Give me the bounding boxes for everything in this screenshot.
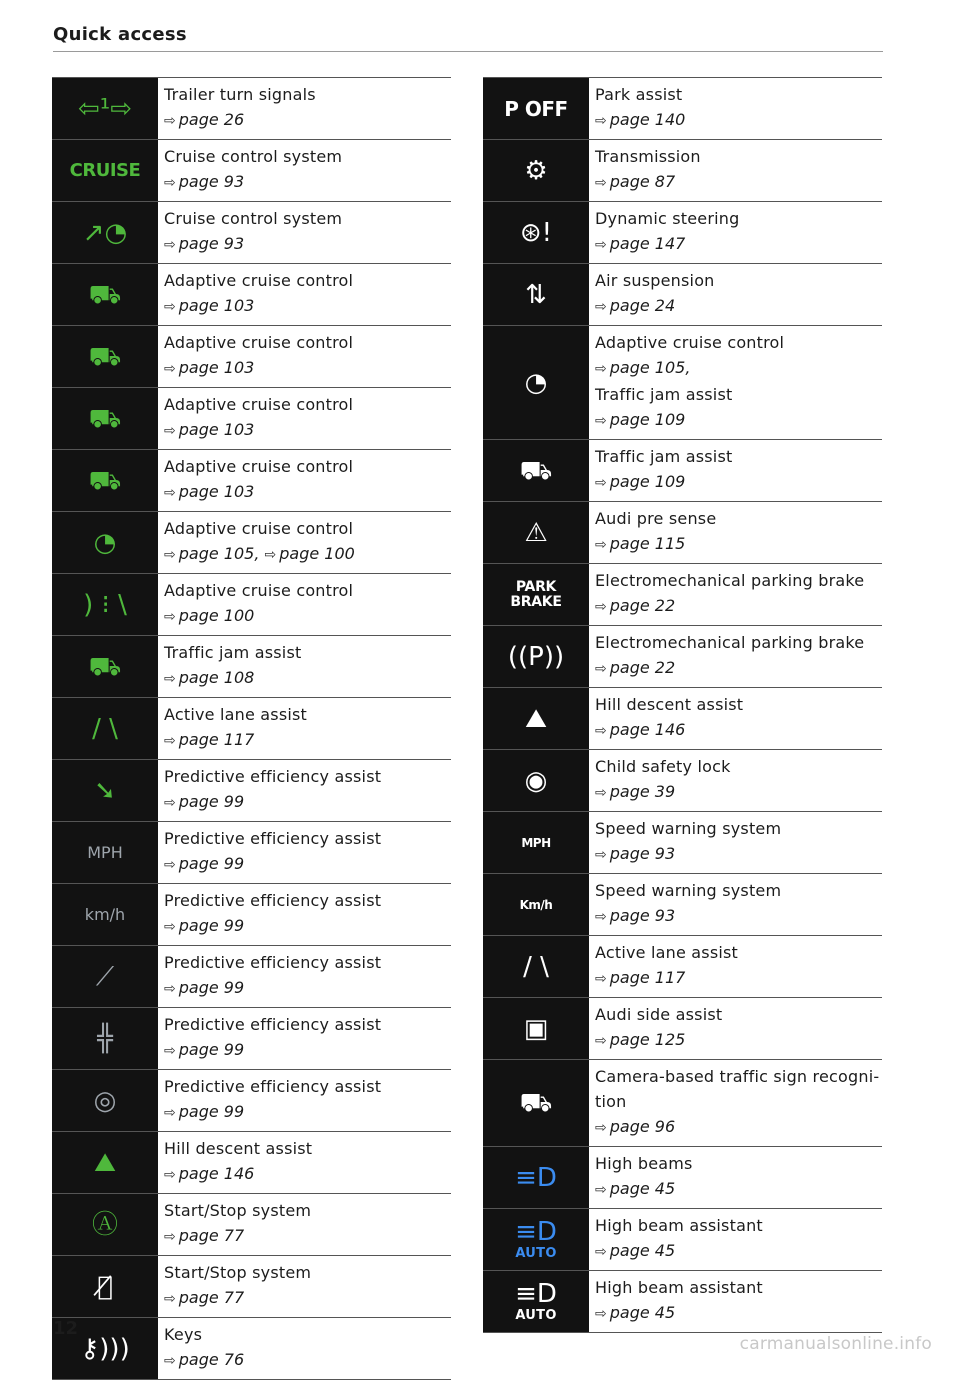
start-stop-off-icon: Ⓐ̸ bbox=[52, 1256, 158, 1317]
cruise-text-icon: CRUISE bbox=[52, 140, 158, 201]
arrow-right-icon: ⇨ bbox=[164, 671, 176, 687]
symbol-row bbox=[52, 1256, 451, 1318]
page-reference-link[interactable]: page 99 bbox=[178, 1102, 245, 1121]
page-reference[interactable] bbox=[595, 1114, 882, 1141]
page-reference-link[interactable]: page 108 bbox=[178, 668, 255, 687]
page-reference-link[interactable]: page 99 bbox=[178, 978, 245, 997]
feature-name: Park assist bbox=[595, 85, 683, 104]
arrow-right-icon: ⇨ bbox=[595, 1244, 607, 1260]
symbol-description bbox=[589, 140, 882, 201]
feature-name: Adaptive cruise control bbox=[595, 333, 785, 352]
page-reference-link[interactable]: page 103 bbox=[178, 358, 255, 377]
symbol-row bbox=[483, 1147, 882, 1209]
road-junction-icon: ➘ bbox=[52, 760, 158, 821]
feature-name: Transmission bbox=[595, 147, 701, 166]
page-reference-link[interactable]: page 77 bbox=[178, 1288, 245, 1307]
page-reference[interactable] bbox=[164, 789, 451, 816]
feature-name: High beams bbox=[595, 1154, 693, 1173]
arrow-right-icon: ⇨ bbox=[164, 919, 176, 935]
page-reference-link[interactable]: page 100 bbox=[279, 544, 355, 563]
page-reference-link[interactable]: page 45 bbox=[609, 1241, 676, 1260]
key-signal-icon: ⚷))) bbox=[52, 1318, 158, 1379]
dynamic-steering-icon: ⊛! bbox=[483, 202, 589, 263]
arrow-right-icon: ⇨ bbox=[595, 723, 607, 739]
symbol-description bbox=[158, 574, 451, 635]
symbol-description bbox=[589, 502, 882, 563]
feature-name: Electromechanical parking brake bbox=[595, 633, 865, 652]
right-symbol-table bbox=[483, 77, 882, 1333]
symbol-description bbox=[158, 202, 451, 263]
traffic-sign-recognition-icon: ⛟ bbox=[483, 1060, 589, 1146]
page-reference-link[interactable]: page 140 bbox=[609, 110, 686, 129]
feature-name: Active lane assist bbox=[595, 943, 739, 962]
arrow-right-icon: ⇨ bbox=[595, 1306, 607, 1322]
page-reference-link[interactable]: page 76 bbox=[178, 1350, 245, 1369]
symbol-description bbox=[158, 388, 451, 449]
symbol-row bbox=[483, 936, 882, 998]
page-reference-link[interactable]: page 99 bbox=[178, 792, 245, 811]
page-reference-link[interactable]: page 22 bbox=[609, 596, 676, 615]
feature-name: Predictive efficiency assist bbox=[164, 891, 382, 910]
symbol-row bbox=[483, 626, 882, 688]
symbol-description bbox=[589, 78, 882, 139]
page-reference[interactable]: ⇨ page 105, ⇨ page 100 bbox=[164, 544, 355, 563]
page-reference-link[interactable]: page 105 bbox=[178, 544, 255, 563]
arrow-right-icon: ⇨ bbox=[164, 733, 176, 749]
audi-pre-sense-icon: ⚠ bbox=[483, 502, 589, 563]
page-reference-link[interactable]: page 100 bbox=[178, 606, 255, 625]
lane-assist-icon: / \ bbox=[52, 698, 158, 759]
symbol-row bbox=[52, 1008, 451, 1070]
page-reference[interactable] bbox=[595, 169, 882, 196]
arrow-right-icon: ⇨ bbox=[595, 1120, 607, 1136]
acc-car-radar-icon: ⛟ bbox=[52, 450, 158, 511]
acc-curve-icon: ) ⁝ \ bbox=[52, 574, 158, 635]
page-reference-link[interactable]: page 103 bbox=[178, 420, 255, 439]
page-reference[interactable] bbox=[164, 913, 451, 940]
page-reference[interactable] bbox=[164, 231, 451, 258]
symbol-row bbox=[52, 760, 451, 822]
feature-name: Adaptive cruise control bbox=[164, 457, 354, 476]
feature-name: Adaptive cruise control bbox=[164, 395, 354, 414]
page-reference[interactable] bbox=[164, 603, 451, 630]
arrow-right-icon: ⇨ bbox=[164, 857, 176, 873]
symbol-description bbox=[589, 936, 882, 997]
symbol-description bbox=[589, 1209, 882, 1270]
mph-circle-icon: MPH bbox=[483, 812, 589, 873]
page-reference-link[interactable]: page 115 bbox=[609, 534, 686, 553]
lane-assist-icon: / \ bbox=[483, 936, 589, 997]
page-reference[interactable] bbox=[164, 1037, 451, 1064]
page-reference[interactable] bbox=[595, 965, 882, 992]
page-reference[interactable] bbox=[164, 727, 451, 754]
child-safety-lock-icon: ◉ bbox=[483, 750, 589, 811]
arrow-right-icon: ⇨ bbox=[164, 1353, 176, 1369]
feature-name: Cruise control system bbox=[164, 147, 343, 166]
page-reference[interactable] bbox=[595, 841, 882, 868]
feature-name: Start/Stop system bbox=[164, 1201, 312, 1220]
feature-name: Trailer turn signals bbox=[164, 85, 316, 104]
page-reference-link[interactable]: page 146 bbox=[178, 1164, 255, 1183]
symbol-row bbox=[483, 688, 882, 750]
page-reference-link[interactable]: page 24 bbox=[609, 296, 676, 315]
cruise-speedometer-icon: ↗◔ bbox=[52, 202, 158, 263]
page-reference[interactable] bbox=[595, 293, 882, 320]
page-reference-link[interactable]: page 99 bbox=[178, 916, 245, 935]
page-reference[interactable] bbox=[595, 469, 882, 496]
page-reference-link[interactable]: page 109 bbox=[609, 472, 686, 491]
page-reference[interactable] bbox=[595, 1300, 882, 1327]
page-reference-link[interactable]: page 93 bbox=[178, 172, 245, 191]
page-reference[interactable] bbox=[164, 1223, 451, 1250]
page-reference-link[interactable]: page 147 bbox=[609, 234, 686, 253]
feature-name: Dynamic steering bbox=[595, 209, 740, 228]
roundabout-icon: ◎ bbox=[52, 1070, 158, 1131]
arrow-right-icon: ⇨ bbox=[164, 175, 176, 191]
arrow-right-icon: ⇨ bbox=[595, 661, 607, 677]
arrow-right-icon: ⇨ bbox=[164, 299, 176, 315]
arrow-right-icon: ⇨ bbox=[595, 237, 607, 253]
high-beam-assist-auto-outline-icon: ≡D AUTO bbox=[483, 1271, 589, 1332]
page-reference[interactable] bbox=[595, 531, 882, 558]
page-reference[interactable] bbox=[164, 1161, 451, 1188]
symbol-row bbox=[52, 264, 451, 326]
arrow-right-icon: ⇨ bbox=[164, 1105, 176, 1121]
feature-name: Keys bbox=[164, 1325, 203, 1344]
page-reference-link[interactable]: page 26 bbox=[178, 110, 245, 129]
feature-name: High beam assistant bbox=[595, 1216, 763, 1235]
acc-two-cars-icon: ⛟ bbox=[52, 326, 158, 387]
page-reference-link[interactable]: page 87 bbox=[609, 172, 676, 191]
page-reference-link[interactable]: page 117 bbox=[178, 730, 255, 749]
symbol-description bbox=[158, 1194, 451, 1255]
feature-name: Traffic jam assist bbox=[164, 643, 302, 662]
page-reference[interactable] bbox=[595, 407, 882, 434]
arrow-right-icon: ⇨ bbox=[595, 113, 607, 129]
left-symbol-table bbox=[52, 77, 451, 1380]
arrow-right-icon: ⇨ bbox=[164, 547, 176, 563]
symbol-row bbox=[483, 440, 882, 502]
page-reference[interactable] bbox=[595, 903, 882, 930]
symbol-description bbox=[158, 140, 451, 201]
arrow-right-icon: ⇨ bbox=[595, 847, 607, 863]
symbol-description bbox=[589, 812, 882, 873]
arrow-right-icon: ⇨ bbox=[164, 609, 176, 625]
symbol-description bbox=[158, 946, 451, 1007]
symbol-description bbox=[589, 874, 882, 935]
page-reference-link[interactable]: page 22 bbox=[609, 658, 676, 677]
symbol-row bbox=[52, 574, 451, 636]
symbol-row bbox=[483, 1060, 882, 1147]
arrow-right-icon: ⇨ bbox=[164, 113, 176, 129]
page-reference[interactable] bbox=[595, 655, 882, 682]
page-reference[interactable] bbox=[595, 1238, 882, 1265]
page-reference[interactable] bbox=[595, 107, 882, 134]
arrow-right-icon: ⇨ bbox=[164, 361, 176, 377]
symbol-row bbox=[52, 140, 451, 202]
feature-name: High beam assistant bbox=[595, 1278, 763, 1297]
page-reference-link[interactable]: page 39 bbox=[609, 782, 676, 801]
air-suspension-icon: ⇅ bbox=[483, 264, 589, 325]
page-reference[interactable] bbox=[164, 293, 451, 320]
page-reference[interactable] bbox=[164, 169, 451, 196]
symbol-description bbox=[589, 1060, 882, 1146]
symbol-row bbox=[52, 388, 451, 450]
symbol-description bbox=[158, 636, 451, 697]
page-reference[interactable] bbox=[164, 355, 451, 382]
page-reference-link[interactable]: page 105, bbox=[609, 358, 691, 377]
traffic-jam-assist-icon: ⛟ bbox=[483, 440, 589, 501]
symbol-row bbox=[52, 884, 451, 946]
side-assist-icon: ▣ bbox=[483, 998, 589, 1059]
arrow-right-icon: ⇨ bbox=[595, 599, 607, 615]
symbol-row bbox=[483, 202, 882, 264]
trailer-turn-signal-icon: ⇦¹⇨ bbox=[52, 78, 158, 139]
feature-name: Child safety lock bbox=[595, 757, 731, 776]
symbol-description bbox=[589, 998, 882, 1059]
symbol-row bbox=[483, 874, 882, 936]
high-beam-icon: ≡D bbox=[483, 1147, 589, 1208]
page-reference-link[interactable]: page 103 bbox=[178, 296, 255, 315]
page-reference[interactable] bbox=[164, 1347, 451, 1374]
page-reference-link[interactable]: page 45 bbox=[609, 1303, 676, 1322]
arrow-right-icon: ⇨ bbox=[595, 175, 607, 191]
feature-name: Active lane assist bbox=[164, 705, 308, 724]
arrow-right-icon: ⇨ bbox=[595, 785, 607, 801]
arrow-right-icon: ⇨ bbox=[164, 1043, 176, 1059]
page-reference[interactable] bbox=[164, 107, 451, 134]
symbol-description bbox=[589, 440, 882, 501]
feature-name: Predictive efficiency assist bbox=[164, 1077, 382, 1096]
high-beam-assist-auto-icon: ≡D AUTO bbox=[483, 1209, 589, 1270]
symbol-description bbox=[158, 264, 451, 325]
acc-car-speedometer-icon: ◔ bbox=[52, 512, 158, 573]
symbol-description bbox=[158, 884, 451, 945]
feature-name: Start/Stop system bbox=[164, 1263, 312, 1282]
symbol-row bbox=[483, 998, 882, 1060]
page-reference-link[interactable]: page 77 bbox=[178, 1226, 245, 1245]
page-number: 12 bbox=[53, 1318, 79, 1339]
symbol-row bbox=[52, 450, 451, 512]
feature-name: Adaptive cruise control bbox=[164, 519, 354, 538]
arrow-right-icon: ⇨ bbox=[164, 795, 176, 811]
symbol-row bbox=[52, 946, 451, 1008]
arrow-right-icon: ⇨ bbox=[164, 1229, 176, 1245]
feature-name: Cruise control system bbox=[164, 209, 343, 228]
transmission-gear-icon: ⚙ bbox=[483, 140, 589, 201]
arrow-right-icon: ⇨ bbox=[595, 361, 607, 377]
page-reference[interactable] bbox=[164, 851, 451, 878]
feature-name: Electromechanical parking brake bbox=[595, 571, 865, 590]
start-stop-icon: Ⓐ bbox=[52, 1194, 158, 1255]
symbol-row bbox=[483, 750, 882, 812]
symbol-row bbox=[483, 1209, 882, 1271]
feature-name: Traffic jam assist bbox=[595, 447, 733, 466]
page-reference[interactable] bbox=[595, 355, 882, 382]
page-reference-link[interactable]: page 103 bbox=[178, 482, 255, 501]
symbol-description bbox=[158, 822, 451, 883]
arrow-right-icon: ⇨ bbox=[595, 909, 607, 925]
acc-car-front-icon: ⛟ bbox=[52, 264, 158, 325]
page-reference[interactable] bbox=[164, 665, 451, 692]
page-reference-link[interactable]: page 99 bbox=[178, 1040, 245, 1059]
page-reference-link[interactable]: page 125 bbox=[609, 1030, 686, 1049]
symbol-description bbox=[589, 626, 882, 687]
hill-descent-icon: ⛰ bbox=[483, 688, 589, 749]
symbol-row bbox=[483, 812, 882, 874]
symbol-description bbox=[158, 1132, 451, 1193]
page-reference-link[interactable]: page 93 bbox=[178, 234, 245, 253]
feature-name: Adaptive cruise control bbox=[164, 333, 354, 352]
park-brake-text-icon: PARK BRAKE bbox=[483, 564, 589, 625]
arrow-right-icon: ⇨ bbox=[164, 237, 176, 253]
page-reference-link[interactable]: page 109 bbox=[609, 410, 686, 429]
symbol-description bbox=[158, 1318, 451, 1379]
page-reference[interactable] bbox=[595, 1176, 882, 1203]
arrow-right-icon: ⇨ bbox=[595, 475, 607, 491]
acc-cars-distance-icon: ⛟ bbox=[52, 388, 158, 449]
symbol-description bbox=[589, 326, 882, 439]
feature-name: Audi side assist bbox=[595, 1005, 723, 1024]
curved-road-icon: ⟋ bbox=[52, 946, 158, 1007]
feature-name: Predictive efficiency assist bbox=[164, 767, 382, 786]
feature-name: Adaptive cruise control bbox=[164, 271, 354, 290]
symbol-row bbox=[52, 698, 451, 760]
symbol-description bbox=[589, 750, 882, 811]
symbol-description bbox=[589, 688, 882, 749]
page-reference[interactable] bbox=[164, 1099, 451, 1126]
feature-name: Audi pre sense bbox=[595, 509, 717, 528]
symbol-description bbox=[158, 512, 451, 573]
parking-brake-circle-icon: ((P)) bbox=[483, 626, 589, 687]
symbol-description bbox=[589, 1147, 882, 1208]
symbol-description bbox=[158, 78, 451, 139]
page-reference-link[interactable]: page 93 bbox=[609, 844, 676, 863]
symbol-description bbox=[589, 564, 882, 625]
symbol-row bbox=[52, 202, 451, 264]
mph-text-icon: MPH bbox=[52, 822, 158, 883]
page-reference-link[interactable]: page 146 bbox=[609, 720, 686, 739]
symbol-row bbox=[52, 1070, 451, 1132]
acc-speedometer-icon: ◔ bbox=[483, 326, 589, 439]
symbol-row bbox=[52, 326, 451, 388]
symbol-description bbox=[158, 1256, 451, 1317]
symbol-row bbox=[52, 78, 451, 140]
arrow-right-icon: ⇨ bbox=[164, 1291, 176, 1307]
symbol-row bbox=[483, 1271, 882, 1333]
page-reference-link[interactable]: page 45 bbox=[609, 1179, 676, 1198]
watermark: carmanualsonline.info bbox=[739, 1334, 932, 1354]
traffic-jam-assist-icon: ⛟ bbox=[52, 636, 158, 697]
symbol-row bbox=[52, 822, 451, 884]
feature-name: Predictive efficiency assist bbox=[164, 829, 382, 848]
park-assist-off-icon: P OFF bbox=[483, 78, 589, 139]
header-divider bbox=[53, 51, 883, 52]
feature-name: Air suspension bbox=[595, 271, 715, 290]
kmh-circle-icon: Km/h bbox=[483, 874, 589, 935]
feature-name: Traffic jam assist bbox=[595, 385, 733, 404]
feature-name: Speed warning system bbox=[595, 819, 782, 838]
arrow-right-icon: ⇨ bbox=[595, 971, 607, 987]
symbol-description bbox=[589, 1271, 882, 1332]
symbol-row bbox=[483, 564, 882, 626]
feature-name: Predictive efficiency assist bbox=[164, 1015, 382, 1034]
page-reference[interactable] bbox=[595, 717, 882, 744]
symbol-row bbox=[483, 78, 882, 140]
arrow-right-icon: ⇨ bbox=[595, 1033, 607, 1049]
symbol-row bbox=[52, 1194, 451, 1256]
intersection-icon: ╬ bbox=[52, 1008, 158, 1069]
symbol-row bbox=[483, 140, 882, 202]
symbol-row bbox=[52, 636, 451, 698]
symbol-description bbox=[158, 450, 451, 511]
arrow-right-icon: ⇨ bbox=[264, 547, 277, 563]
symbol-description bbox=[158, 1070, 451, 1131]
symbol-description bbox=[158, 760, 451, 821]
arrow-right-icon: ⇨ bbox=[164, 981, 176, 997]
page-reference[interactable] bbox=[164, 479, 451, 506]
page-reference[interactable] bbox=[595, 1027, 882, 1054]
page-reference-link[interactable]: page 96 bbox=[609, 1117, 676, 1136]
page-reference-link[interactable]: page 93 bbox=[609, 906, 676, 925]
arrow-right-icon: ⇨ bbox=[164, 423, 176, 439]
arrow-right-icon: ⇨ bbox=[595, 1182, 607, 1198]
symbol-row bbox=[483, 264, 882, 326]
symbol-description bbox=[589, 264, 882, 325]
page-reference[interactable] bbox=[164, 1285, 451, 1312]
feature-name: Speed warning system bbox=[595, 881, 782, 900]
page-reference[interactable] bbox=[595, 231, 882, 258]
feature-name: Hill descent assist bbox=[164, 1139, 313, 1158]
symbol-row bbox=[52, 1132, 451, 1194]
symbol-row bbox=[483, 326, 882, 440]
symbol-description bbox=[158, 1008, 451, 1069]
symbol-row bbox=[52, 1318, 451, 1380]
symbol-description bbox=[158, 326, 451, 387]
arrow-right-icon: ⇨ bbox=[164, 1167, 176, 1183]
symbol-row bbox=[483, 502, 882, 564]
arrow-right-icon: ⇨ bbox=[595, 537, 607, 553]
hill-descent-icon: ⛰ bbox=[52, 1132, 158, 1193]
symbol-description bbox=[589, 202, 882, 263]
page-reference[interactable] bbox=[595, 593, 882, 620]
arrow-right-icon: ⇨ bbox=[164, 485, 176, 501]
arrow-right-icon: ⇨ bbox=[595, 413, 607, 429]
page-reference[interactable] bbox=[164, 417, 451, 444]
symbol-description bbox=[158, 698, 451, 759]
arrow-right-icon: ⇨ bbox=[595, 299, 607, 315]
page-header-title: Quick access bbox=[53, 24, 187, 45]
page-reference-link[interactable]: page 99 bbox=[178, 854, 245, 873]
kmh-text-icon: km/h bbox=[52, 884, 158, 945]
feature-name: Adaptive cruise control bbox=[164, 581, 354, 600]
page-reference-link[interactable]: page 117 bbox=[609, 968, 686, 987]
feature-name: Hill descent assist bbox=[595, 695, 744, 714]
symbol-row bbox=[52, 512, 451, 574]
page-reference[interactable] bbox=[164, 975, 451, 1002]
feature-name: Camera-based traffic sign recogni- tion bbox=[595, 1067, 880, 1111]
feature-name: Predictive efficiency assist bbox=[164, 953, 382, 972]
page-reference[interactable] bbox=[595, 779, 882, 806]
